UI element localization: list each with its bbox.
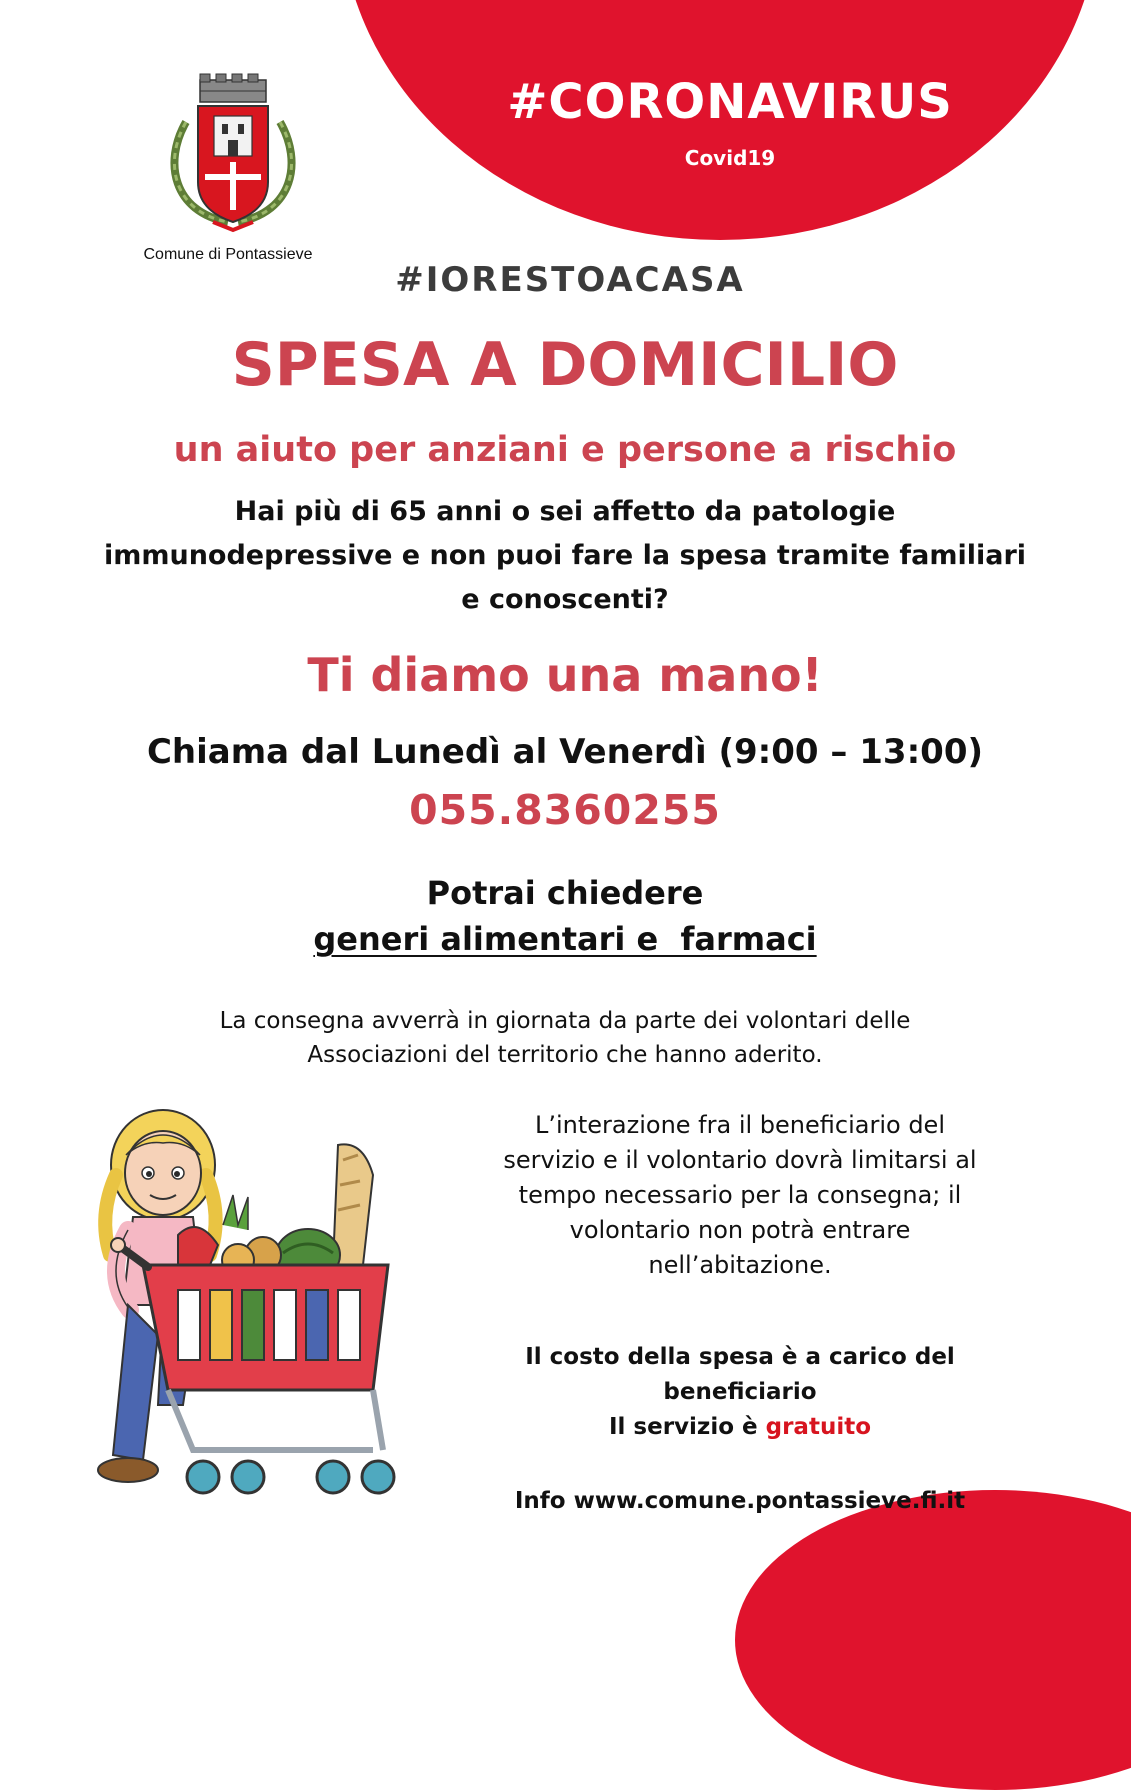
- cost-line: beneficiario: [663, 1379, 817, 1405]
- delivery-line: Associazioni del territorio che hanno aderito.: [307, 1042, 823, 1068]
- page-title: SPESA A DOMICILIO: [231, 330, 899, 400]
- service-prefix: Il servizio è: [608, 1414, 766, 1440]
- request-items: [60, 920, 1070, 958]
- question-line: immunodepressive e non puoi fare la spesa tramite familiari: [103, 540, 1027, 571]
- service-free-label: gratuito: [765, 1414, 872, 1440]
- coat-of-arms-icon: [158, 72, 308, 237]
- interaction-line: L’interazione fra il beneficiario del: [535, 1111, 945, 1139]
- help-heading: Ti diamo una mano!: [307, 648, 823, 702]
- interaction-rules: [440, 1108, 1040, 1283]
- delivery-line: La consegna avverrà in giornata da parte dei volontari delle: [219, 1008, 911, 1034]
- call-hours: Chiama dal Lunedì al Venerdì (9:00 – 13:00): [146, 732, 984, 772]
- cost-info: [440, 1340, 1040, 1445]
- request-items-text: generi alimentari e farmaci: [313, 920, 817, 958]
- question-line: Hai più di 65 anni o sei affetto da patologie: [234, 496, 896, 527]
- phone-number: 055.8360255: [409, 786, 721, 834]
- request-intro: Potrai chiedere: [426, 874, 704, 912]
- decorative-red-circle-bottom: [735, 1490, 1131, 1790]
- eligibility-question: [60, 490, 1070, 622]
- covid-label: Covid19: [684, 146, 776, 170]
- question-line: e conoscenti?: [461, 584, 669, 615]
- interaction-line: volontario non potrà entrare: [569, 1216, 911, 1244]
- coronavirus-hashtag: #CORONAVIRUS: [507, 74, 953, 130]
- stay-home-hashtag: #IORESTOACASA: [395, 260, 745, 300]
- page-subtitle: un aiuto per anziani e persone a rischio: [173, 430, 957, 470]
- service-line: [440, 1410, 1040, 1445]
- cost-line: Il costo della spesa è a carico del: [525, 1344, 955, 1370]
- delivery-info: [60, 1004, 1070, 1072]
- info-website: Info www.comune.pontassieve.fi.it: [514, 1488, 966, 1514]
- interaction-line: tempo necessario per la consegna; il: [518, 1181, 962, 1209]
- interaction-line: nell’abitazione.: [648, 1251, 832, 1279]
- comune-name: Comune di Pontassieve: [143, 246, 313, 263]
- shopping-cart-girl-illustration: [88, 1105, 433, 1540]
- interaction-line: servizio e il volontario dovrà limitarsi al: [503, 1146, 977, 1174]
